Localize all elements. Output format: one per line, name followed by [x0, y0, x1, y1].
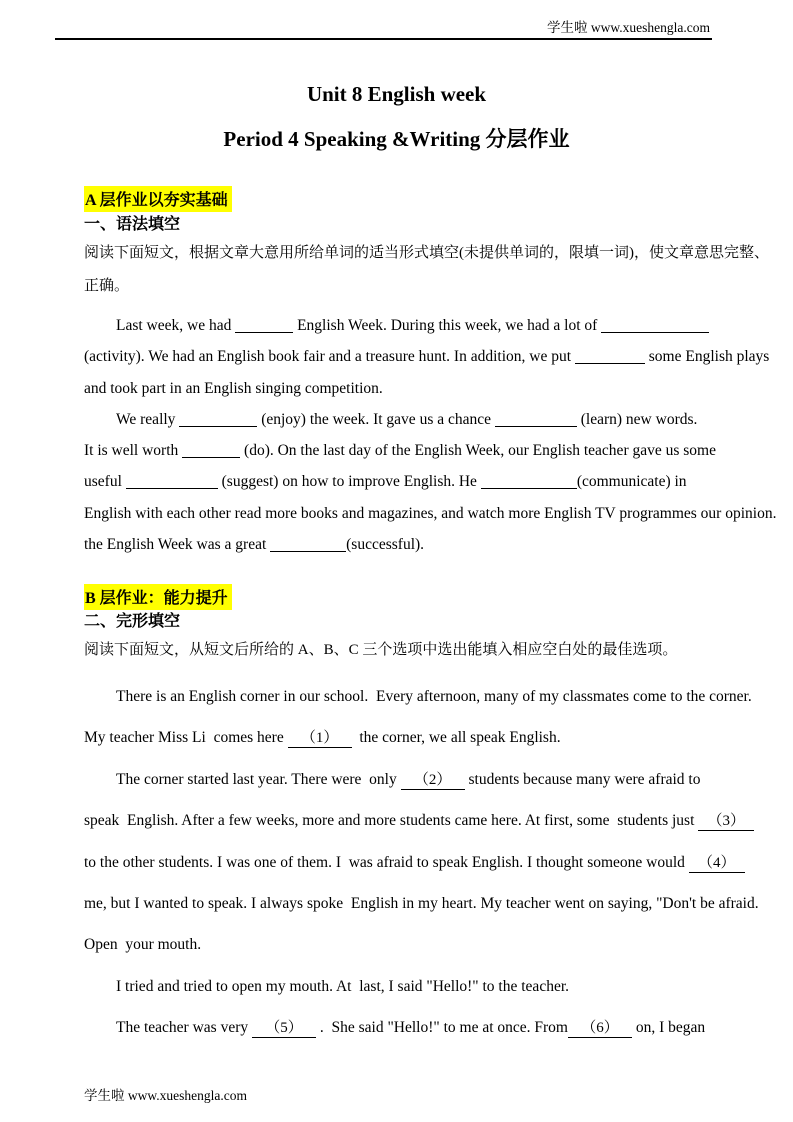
- passage-line: [84, 435, 716, 466]
- text-run: There is an English corner in our school. Every afternoon, many of my classmates come to the corner.: [116, 688, 752, 705]
- section-a-passage: [84, 310, 777, 560]
- text-run: The teacher was very: [116, 1019, 252, 1037]
- numbered-blank: （6）: [568, 1020, 632, 1038]
- fill-in-blank: [495, 409, 577, 427]
- numbered-blank: （1）: [288, 730, 352, 748]
- section-a-instructions: [84, 243, 769, 309]
- fill-in-blank: [126, 471, 218, 489]
- passage-line: [84, 800, 746, 841]
- passage-line: [84, 676, 752, 717]
- text-run: (activity). We had an English book fair and a treasure hunt. In addition, we put: [84, 348, 575, 366]
- section-b-banner: B 层作业：能力提升: [84, 584, 232, 610]
- passage-line: [84, 1007, 710, 1048]
- instruction-line: 阅读下面短文，根据文章大意用所给单词的适当形式填空(未提供单词的，限填一词)，使文章意思完整、: [84, 245, 769, 261]
- text-run: speak English. After a few weeks, more and more students came here. At first, some students just: [84, 812, 699, 830]
- text-run: (learn) new words.: [576, 410, 698, 428]
- header-site-text: 学生啦 www.xueshengla.com: [547, 20, 710, 35]
- instruction-line: 阅读下面短文，从短文后所给的 A、B、C 三个选项中选出能填入相应空白处的最佳选项。: [84, 642, 678, 658]
- text-run: We really: [116, 410, 180, 428]
- text-run: some English plays: [644, 348, 770, 366]
- passage-line: [84, 404, 710, 435]
- text-run: me, but I wanted to speak. I always spoke English in my heart. My teacher went on saying, "Don't be afraid.: [84, 894, 759, 912]
- text-run: I tried and tried to open my mouth. At last, I said "Hello!" to the teacher.: [116, 977, 570, 995]
- text-run: (suggest) on how to improve English. He: [217, 473, 481, 491]
- passage-line: [84, 310, 710, 341]
- numbered-blank: （5）: [252, 1020, 316, 1038]
- passage-line: [84, 717, 710, 758]
- text-run: to the other students. I was one of them. I was afraid to speak English. I thought someone would: [84, 853, 689, 871]
- text-run: English Week. During this week, we had a lot of: [293, 317, 602, 334]
- text-run: the English Week was a great: [84, 536, 271, 554]
- passage-line: [84, 466, 710, 497]
- section-b-heading: 二、完形填空: [84, 613, 181, 630]
- fill-in-blank: [270, 534, 346, 552]
- numbered-blank: （4）: [689, 855, 745, 873]
- text-run: and took part in an English singing competition.: [84, 379, 383, 397]
- passage-line: [84, 966, 710, 1007]
- text-run: . She said "Hello!" to me at once. From: [315, 1019, 568, 1037]
- text-run: My teacher Miss Li comes here: [84, 729, 288, 747]
- passage-line: [84, 373, 710, 404]
- header-rule: [55, 38, 712, 40]
- passage-line: [84, 341, 770, 372]
- passage-line: [84, 759, 710, 800]
- section-a-heading: 一、语法填空: [84, 216, 181, 233]
- numbered-blank: （2）: [401, 772, 465, 790]
- footer-site-text: 学生啦 www.xueshengla.com: [84, 1088, 247, 1103]
- text-run: (do). On the last day of the English Week, our English teacher gave us some: [240, 442, 716, 460]
- fill-in-blank: [182, 440, 240, 458]
- text-run: students because many were afraid to: [464, 770, 701, 788]
- text-run: It is well worth: [84, 442, 183, 460]
- text-run: (communicate) in: [576, 473, 687, 491]
- fill-in-blank: [575, 346, 645, 364]
- numbered-blank: （3）: [698, 813, 754, 831]
- passage-line: [84, 498, 777, 529]
- text-run: the corner, we all speak English.: [351, 729, 561, 747]
- fill-in-blank: [235, 315, 293, 333]
- instruction-line: 正确。: [84, 278, 130, 294]
- passage-line: [84, 842, 736, 883]
- doc-title: Unit 8 English week: [306, 82, 487, 106]
- doc-subtitle: Period 4 Speaking &Writing 分层作业: [223, 127, 570, 151]
- passage-line: [84, 924, 710, 965]
- fill-in-blank: [179, 409, 257, 427]
- text-run: useful: [84, 473, 126, 491]
- text-run: The corner started last year. There were only: [116, 770, 401, 788]
- text-run: on, I began: [631, 1019, 706, 1037]
- text-run: Open your mouth.: [84, 936, 202, 954]
- text-run: (successful).: [346, 536, 425, 554]
- section-b-passage: [84, 676, 759, 1049]
- passage-line: [84, 883, 759, 924]
- fill-in-blank: [601, 315, 709, 333]
- section-a-banner: A 层作业以夯实基础: [84, 186, 232, 212]
- passage-line: [84, 529, 710, 560]
- text-run: Last week, we had: [116, 317, 236, 334]
- text-run: English with each other read more books and magazines, and watch more English TV programmes our opinion.: [84, 504, 777, 522]
- section-b-instructions: [84, 640, 710, 673]
- text-run: (enjoy) the week. It gave us a chance: [257, 410, 495, 428]
- fill-in-blank: [481, 471, 577, 489]
